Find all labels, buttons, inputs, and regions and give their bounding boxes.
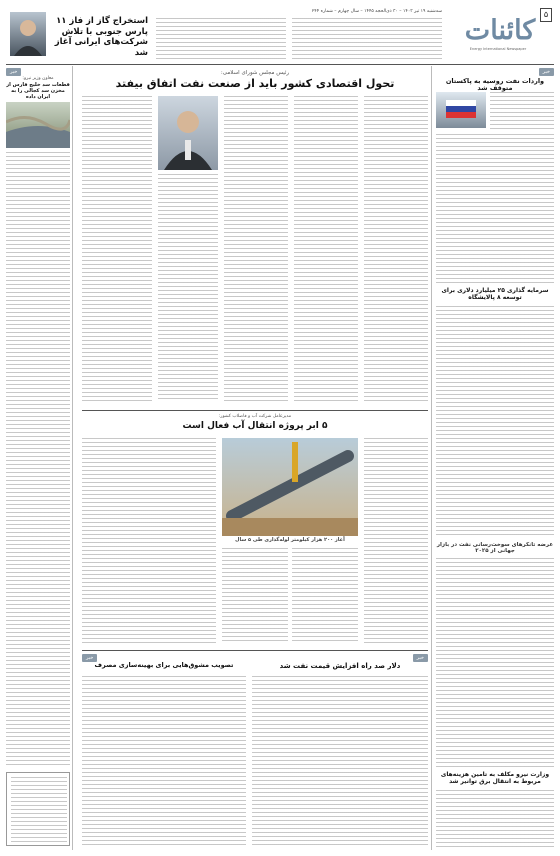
top-lead-text [292, 18, 442, 60]
bottom-right-text [252, 676, 428, 848]
left-text [6, 152, 70, 768]
logo-subtitle: Energy International Newspaper [469, 47, 527, 51]
pipeline-photo [436, 92, 486, 128]
pipeline-image [222, 438, 358, 536]
masthead-rule [6, 64, 554, 65]
main-text-col-5 [82, 96, 152, 402]
left-column [6, 66, 70, 850]
right-top-title: واردات نفت روسیه به پاکستان متوقف شد [445, 77, 545, 93]
right-column-divider [431, 66, 432, 850]
main-text-col-1 [364, 96, 428, 402]
main-text-col-2 [294, 96, 358, 402]
bottom-news-tag: خبر [413, 654, 428, 662]
right-mid-text [436, 306, 554, 536]
middle-kicker: مدیرعامل شرکت آب و فاضلاب کشور: [218, 414, 292, 419]
speaker-photo [158, 96, 218, 170]
left-top-kicker: معاون وزیر نیرو: [22, 76, 54, 81]
news-tag: خبر [539, 68, 554, 76]
bottom-rule [82, 650, 428, 651]
right-column [436, 66, 554, 850]
middle-text-col-1 [364, 438, 428, 644]
middle-text-col-4 [82, 438, 216, 644]
right-bottom-title: وزارت نیرو مکلف به تامین هزینه‌های مربوط به انتقال برق توانیر شد [440, 771, 550, 785]
logo: کائنات [464, 15, 536, 46]
flag-image [436, 92, 486, 128]
page-number-badge: ۵ [540, 8, 552, 22]
pipe-photo [222, 438, 358, 536]
left-news-tag: خبر [6, 68, 21, 76]
masthead [6, 6, 554, 64]
bottom-right-story [252, 652, 428, 852]
right-top-text [490, 92, 554, 132]
main-story [82, 66, 428, 406]
left-column-divider [72, 66, 73, 850]
main-text-col-3 [224, 96, 288, 402]
right-mid-title-2: عرضه‌ تانکرهای سوخت‌رسانی نفت در بازار جهانی از ۲۰۲۵ [436, 542, 554, 555]
portrait-image [10, 12, 46, 56]
top-headline: استخراج گاز از فاز ۱۱ پارس جنوبی با تلاش شرکت‌های ایرانی آغاز شد [54, 16, 148, 58]
middle-text-col-2 [292, 548, 358, 644]
right-mid-title: سرمایه‌ گذاری ۲۵ میلیارد دلاری برای توسعه ۸ پالایشگاه [441, 287, 549, 301]
middle-story [82, 412, 428, 648]
middle-title: ۵ ابر پروژه انتقال آب فعال است [182, 421, 328, 431]
left-ad-text [11, 777, 67, 843]
main-text-col-4 [158, 174, 218, 402]
top-lead-text-2 [156, 18, 286, 60]
bottom-left-tag: خبر [82, 654, 97, 662]
issue-line: سه‌شنبه ۱۹ تیر ۱۴۰۳ – ۳۰ ذی‌الحجه ۱۴۴۵ – سال چهارم – شماره ۲۴۴ [311, 9, 442, 14]
main-kicker: رئیس مجلس شورای اسلامی: [220, 70, 290, 76]
right-bottom-text [436, 790, 554, 848]
middle-text-col-3 [222, 548, 288, 644]
left-ad-box [6, 772, 70, 846]
bottom-left-title: تصویب مشوق‌هایی برای بهینه‌سازی مصرف [94, 661, 234, 669]
right-mid-text-2 [436, 558, 554, 768]
dam-image [6, 102, 70, 148]
bottom-left-text [82, 676, 246, 848]
minister-portrait [10, 12, 46, 56]
right-top-text-2 [436, 134, 554, 284]
speaker-image [158, 96, 218, 170]
bottom-right-title: دلار صد راه افزایش قیمت نفت شد [279, 662, 401, 670]
left-top-title: قطعات سد خلیج فارس از مخزن سد کجالی را به ایران داده [6, 82, 70, 100]
dam-photo [6, 102, 70, 148]
middle-subtitle: آغاز ۲۰۰ هزار کیلومتر لوله‌گذاری طی ۵ سال [235, 537, 345, 543]
main-title: تحول اقتصادی کشور باید از صنعت نفت اتفاق بیفتد [115, 77, 395, 90]
bottom-left-story [82, 652, 246, 852]
middle-rule [82, 410, 428, 411]
